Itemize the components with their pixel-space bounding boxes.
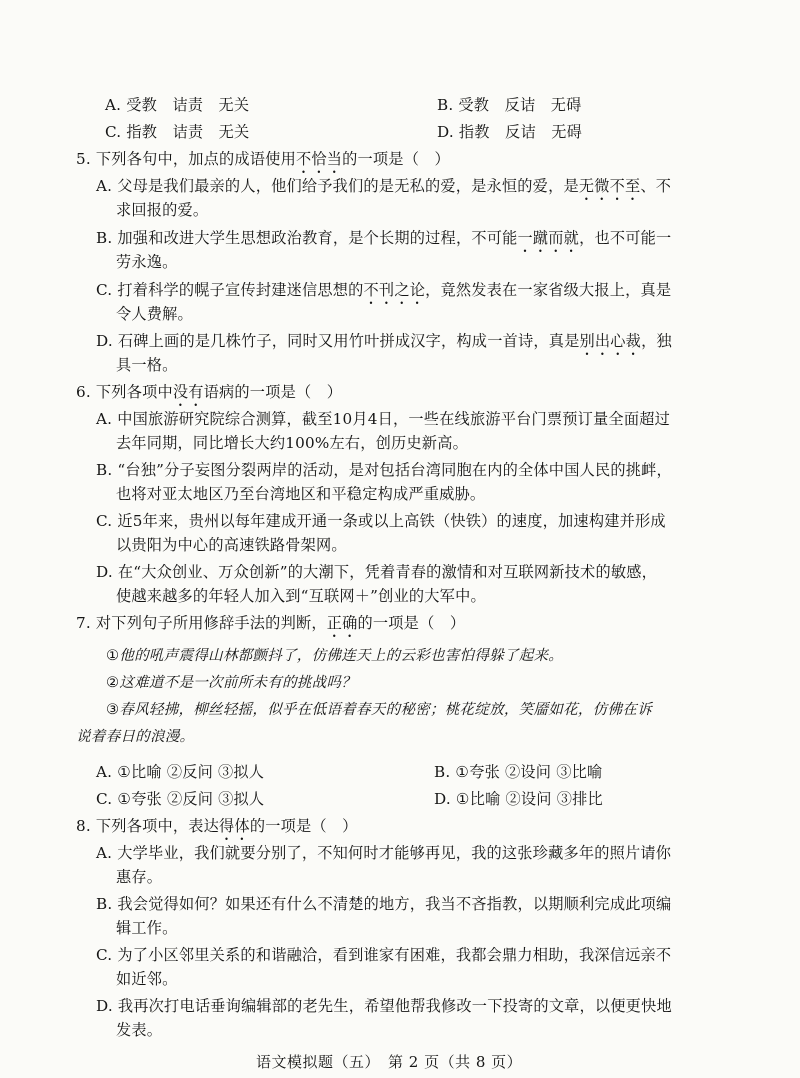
q8-option-b-cont: 辑工作。: [116, 919, 178, 937]
q5-option-d: [96, 331, 672, 359]
q7-sentence-3-cont: 说着春日的浪漫。: [76, 728, 195, 745]
q5-b-idiom: 一蹴而就: [517, 229, 580, 247]
q5-b-text: B. 加强和改进大学生思想政治教育，是个长期的过程，不可能: [96, 229, 518, 247]
q7-sentence-2: ②这难道不是一次前所未有的挑战吗？: [106, 674, 356, 691]
q8-stem-end: 的一项是（ ）: [249, 817, 358, 835]
q4-option-a: A. 受教 诘责 无关: [105, 96, 250, 114]
q5-d-text-end: ，独: [641, 332, 672, 350]
q6-stem: [76, 382, 342, 410]
q7-sentence-3: ③春风轻拂，柳丝轻摇，似乎在低语着春天的秘密；桃花绽放，笑靥如花，仿佛在诉: [106, 701, 652, 718]
q7-stem-emphasis: 正确: [326, 614, 358, 632]
q8-stem-text: 8. 下列各项中，表达: [76, 817, 220, 835]
q6-option-b: B. “台独”分子妄图分裂两岸的活动，是对包括台湾同胞在内的全体中国人民的挑衅，: [96, 461, 672, 479]
q5-option-a-cont: 求回报的爱。: [116, 201, 209, 219]
q5-b-text-end: ，也不可能一: [579, 229, 672, 247]
q8-option-c: C. 为了小区邻里关系的和谐融洽，看到谁家有困难，我都会鼎力相助，我深信远亲不: [96, 946, 672, 964]
q7-stem: [76, 613, 465, 641]
q5-stem-emphasis: 不恰当: [295, 150, 343, 168]
q6-option-b-cont: 也将对亚太地区乃至台湾地区和平稳定构成严重威胁。: [116, 485, 486, 503]
q8-option-d-cont: 发表。: [116, 1021, 163, 1039]
q6-option-d: D. 在“大众创业、万众创新”的大潮下，凭着青春的激情和对互联网新技术的敏感，: [96, 563, 657, 581]
q7-option-c: C. ①夸张 ②反问 ③拟人: [96, 790, 265, 808]
q5-a-text: A. 父母是我们最亲的人，他们给予我们的是无私的爱，是永恒的爱，是: [96, 177, 579, 195]
q7-option-b: B. ①夸张 ②设问 ③比喻: [434, 763, 603, 781]
q5-a-idiom: 无微不至: [578, 177, 641, 195]
q6-option-c: C. 近5年来，贵州以每年建成开通一条或以上高铁（快铁）的速度，加速构建并形成: [96, 512, 666, 530]
q8-option-d: D. 我再次打电话垂询编辑部的老先生，希望他帮我修改一下投寄的文章，以便更快地: [96, 997, 672, 1015]
q5-stem-end: 的一项是（ ）: [342, 150, 450, 168]
q5-option-b-cont: 劳永逸。: [116, 253, 178, 271]
q4-option-b: B. 受教 反诘 无碍: [437, 96, 582, 114]
q6-stem-end: 语病的一项是（ ）: [203, 383, 343, 401]
q5-option-b: [96, 228, 671, 256]
q6-option-a: A. 中国旅游研究院综合测算，截至10月4日，一些在线旅游平台门票预订量全面超过: [96, 410, 670, 428]
q5-d-text: D. 石碑上画的是几株竹子，同时又用竹叶拼成汉字，构成一首诗，真是: [96, 332, 580, 350]
q5-stem: [76, 149, 450, 177]
q8-stem: [76, 816, 358, 844]
q8-option-a: A. 大学毕业，我们就要分别了，不知何时才能够再见，我的这张珍藏多年的照片请你: [96, 844, 672, 862]
q5-c-idiom: 不刊之论: [363, 281, 426, 299]
q5-c-text-end: ，竟然发表在一家省级大报上，真是: [425, 281, 672, 299]
q8-stem-emphasis: 得体: [219, 817, 250, 835]
q5-option-c-cont: 令人费解。: [116, 305, 193, 323]
q5-a-text-end: 、不: [640, 177, 672, 195]
q7-stem-text: 7. 对下列句子所用修辞手法的判断，: [76, 614, 327, 632]
page-footer: 语文模拟题（五） 第 2 页（共 8 页）: [256, 1053, 523, 1071]
q6-stem-emphasis: 没有: [172, 383, 204, 401]
q8-option-b: B. 我会觉得如何？如果还有什么不清楚的地方，我当不吝指教，以期顺利完成此项编: [96, 895, 672, 913]
q8-option-c-cont: 如近邻。: [116, 970, 178, 988]
q5-stem-text: 5. 下列各句中，加点的成语使用: [76, 150, 296, 168]
q7-option-d: D. ①比喻 ②设问 ③排比: [434, 790, 603, 808]
q8-option-a-cont: 惠存。: [116, 868, 163, 886]
q5-c-text: C. 打着科学的幌子宣传封建迷信思想的: [96, 281, 364, 299]
q7-sentence-1: ①他的吼声震得山林都颤抖了，仿佛连天上的云彩也害怕得躲了起来。: [106, 647, 564, 664]
q5-d-idiom: 别出心裁: [579, 332, 642, 350]
q6-option-d-cont: 使越来越多的年轻人加入到“互联网＋”创业的大军中。: [116, 587, 486, 605]
q7-stem-end: 的一项是（ ）: [357, 614, 466, 632]
q5-option-d-cont: 具一格。: [116, 356, 178, 374]
q6-stem-text: 6. 下列各项中: [76, 383, 173, 401]
q6-option-c-cont: 以贵阳为中心的高速铁路骨架网。: [116, 536, 347, 554]
q4-option-d: D. 指教 反诘 无碍: [437, 123, 582, 141]
q7-option-a: A. ①比喻 ②反问 ③拟人: [96, 763, 265, 781]
q4-option-c: C. 指教 诘责 无关: [105, 123, 250, 141]
q6-option-a-cont: 去年同期，同比增长大约100%左右，创历史新高。: [116, 434, 468, 452]
